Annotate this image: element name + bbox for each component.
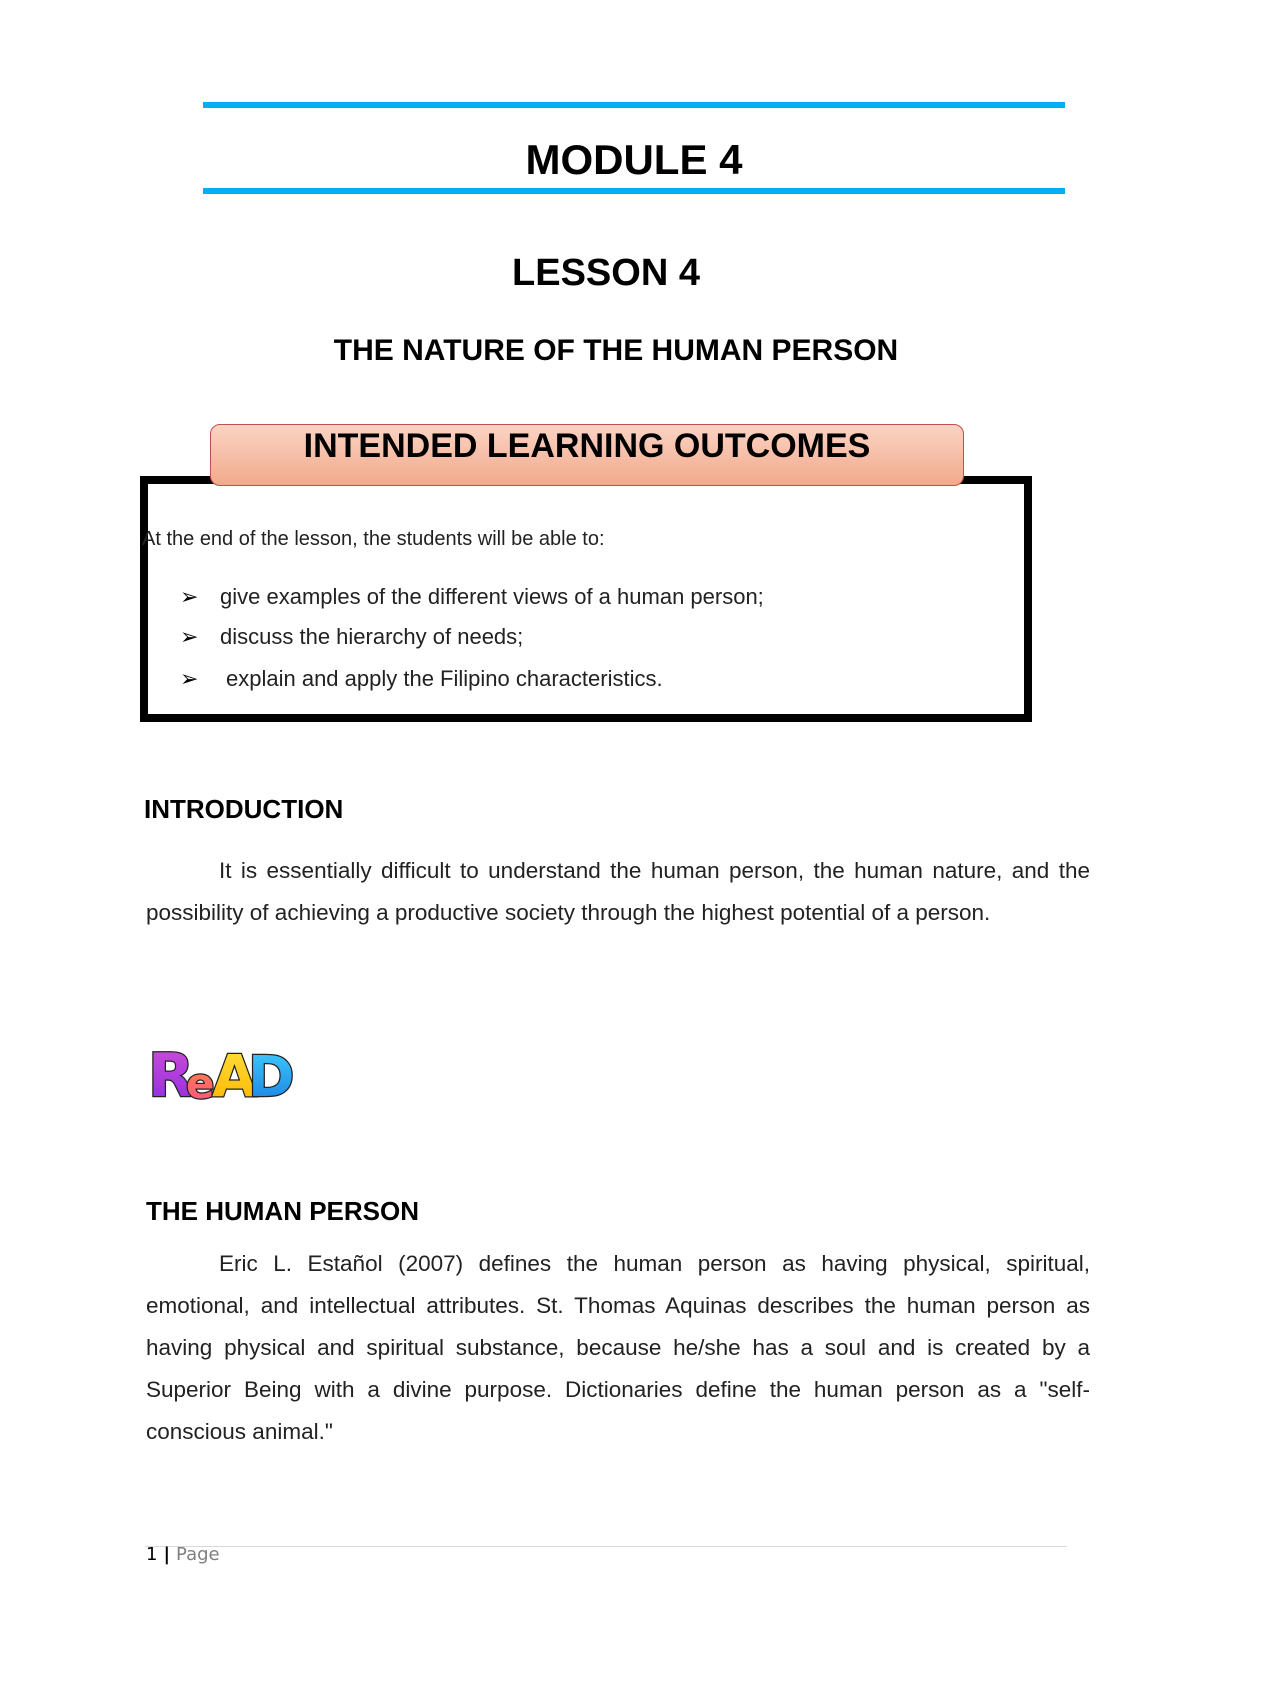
- introduction-text: It is essentially difficult to understand the human person, the human nature, and the possibility of achieving a productive society through the highest potential of a person.: [146, 858, 1090, 925]
- ilo-intro: At the end of the lesson, the students will be able to:: [142, 528, 605, 550]
- lesson-title: LESSON 4: [512, 252, 700, 294]
- introduction-heading: INTRODUCTION: [144, 794, 344, 824]
- human-person-text: Eric L. Estañol (2007) defines the human person as having physical, spiritual, emotional, and intellectual attributes. St. Thomas Aquinas describes the human person as having physical and spiritual substance, because he/she has a soul and is created by a Superior Being with a divine purpose. Dictionaries define the human person as a "self-conscious animal.": [146, 1251, 1090, 1444]
- ilo-item: [180, 624, 523, 650]
- svg-text:R: R: [148, 1041, 195, 1111]
- bottom-rule: [203, 188, 1065, 194]
- ilo-heading: INTENDED LEARNING OUTCOMES: [210, 424, 964, 486]
- human-person-paragraph: [146, 1243, 1090, 1453]
- page-number: 1: [146, 1544, 158, 1565]
- lesson-subtitle: THE NATURE OF THE HUMAN PERSON: [333, 334, 899, 367]
- read-logo: [148, 1040, 295, 1111]
- svg-text:e: e: [186, 1059, 215, 1108]
- human-person-heading: THE HUMAN PERSON: [146, 1196, 420, 1226]
- top-rule: [203, 102, 1065, 108]
- arrowhead-bullet-icon: ➢: [180, 584, 199, 609]
- svg-text:A: A: [212, 1042, 257, 1110]
- ilo-item-text: discuss the hierarchy of needs;: [220, 624, 524, 649]
- arrowhead-bullet-icon: ➢: [180, 666, 199, 691]
- introduction-paragraph: [146, 850, 1090, 934]
- arrowhead-bullet-icon: ➢: [180, 624, 199, 649]
- svg-text:D: D: [248, 1045, 295, 1110]
- page-label: Page: [176, 1544, 220, 1565]
- read-logo-graphic: [148, 1040, 295, 1111]
- ilo-item: [180, 584, 764, 610]
- module-title: MODULE 4: [525, 136, 743, 183]
- ilo-item-text: explain and apply the Filipino characteristics.: [226, 666, 663, 691]
- page-footer: 1 | Page: [146, 1544, 220, 1565]
- ilo-item: [180, 666, 663, 692]
- ilo-item-text: give examples of the different views of a human person;: [220, 584, 764, 609]
- footer-rule: [145, 1546, 1067, 1547]
